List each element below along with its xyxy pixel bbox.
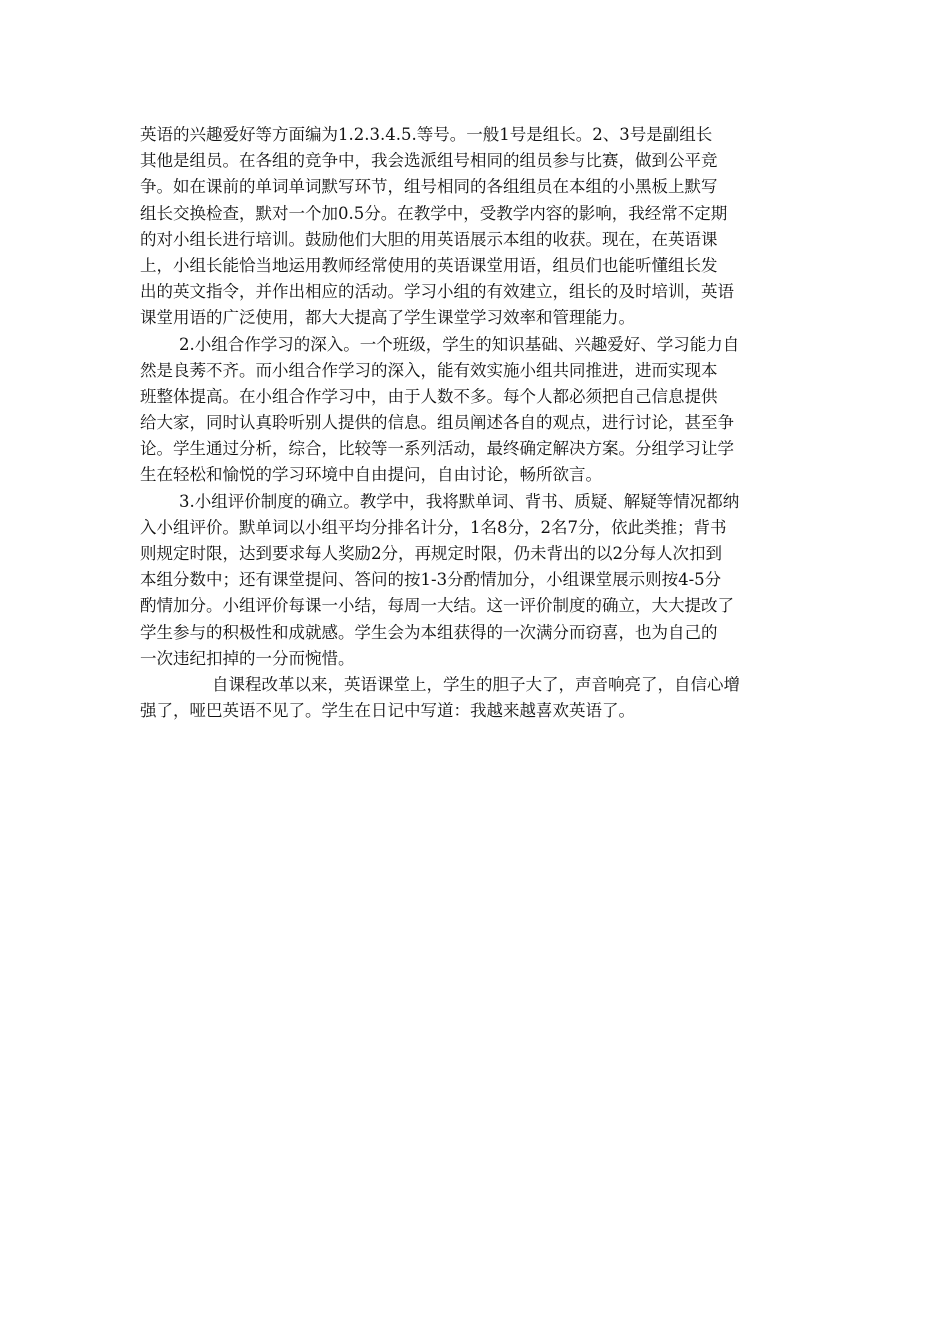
text-line: 强了，哑巴英语不见了。学生在日记中写道：我越来越喜欢英语了。 [140, 701, 635, 721]
text-line: 学生参与的积极性和成就感。学生会为本组获得的一次满分而窃喜，也为自己的 [140, 622, 718, 642]
section-heading-3: 3.小组评价制度的确立。教学中，我将默单词、背书、质疑、解疑等情况都纳 [179, 491, 740, 511]
text-line: 酌情加分。小组评价每课一小结，每周一大结。这一评价制度的确立，大大提改了 [140, 596, 734, 616]
text-line: 上，小组长能恰当地运用教师经常使用的英语课堂用语，组员们也能听懂组长发 [140, 255, 718, 275]
section-heading-2: 2.小组合作学习的深入。一个班级，学生的知识基础、兴趣爱好、学习能力自 [179, 334, 740, 354]
text-line: 争。如在课前的单词单词默写环节，组号相同的各组组员在本组的小黑板上默写 [140, 177, 718, 197]
text-line: 论。学生通过分析，综合，比较等一系列活动，最终确定解决方案。分组学习让学 [140, 439, 734, 459]
text-line: 班整体提高。在小组合作学习中，由于人数不多。每个人都必须把自己信息提供 [140, 386, 718, 406]
text-line: 课堂用语的广泛使用，都大大提高了学生课堂学习效率和管理能力。 [140, 308, 635, 328]
text-line: 组长交换检查，默对一个加0.5分。在教学中，受教学内容的影响，我经常不定期 [140, 203, 728, 223]
text-line: 一次违纪扣掉的一分而惋惜。 [140, 648, 355, 668]
conclusion-paragraph: 自课程改革以来，英语课堂上，学生的胆子大了，声音响亮了，自信心增 [212, 674, 740, 694]
text-line: 然是良莠不齐。而小组合作学习的深入，能有效实施小组共同推进，进而实现本 [140, 360, 718, 380]
text-line: 生在轻松和愉悦的学习环境中自由提问，自由讨论，畅所欲言。 [140, 465, 602, 485]
text-line: 出的英文指令，并作出相应的活动。学习小组的有效建立，组长的及时培训，英语 [140, 282, 734, 302]
text-line: 其他是组员。在各组的竞争中，我会选派组号相同的组员参与比赛，做到公平竞 [140, 151, 718, 171]
text-line: 的对小组长进行培训。鼓励他们大胆的用英语展示本组的收获。现在，在英语课 [140, 229, 718, 249]
body-text [140, 122, 820, 724]
text-line: 本组分数中；还有课堂提问、答问的按1-3分酌情加分，小组课堂展示则按4-5分 [140, 570, 722, 590]
text-line: 入小组评价。默单词以小组平均分排名计分，1名8分，2名7分，依此类推；背书 [140, 517, 727, 537]
text-line: 则规定时限，达到要求每人奖励2分，再规定时限，仍未背出的以2分每人次扣到 [140, 544, 722, 563]
text-line: 给大家，同时认真聆听别人提供的信息。组员阐述各自的观点，进行讨论，甚至争 [140, 413, 734, 433]
text-line: 英语的兴趣爱好等方面编为1.2.3.4.5.等号。一般1号是组长。2、3号是副组长 [140, 125, 713, 144]
